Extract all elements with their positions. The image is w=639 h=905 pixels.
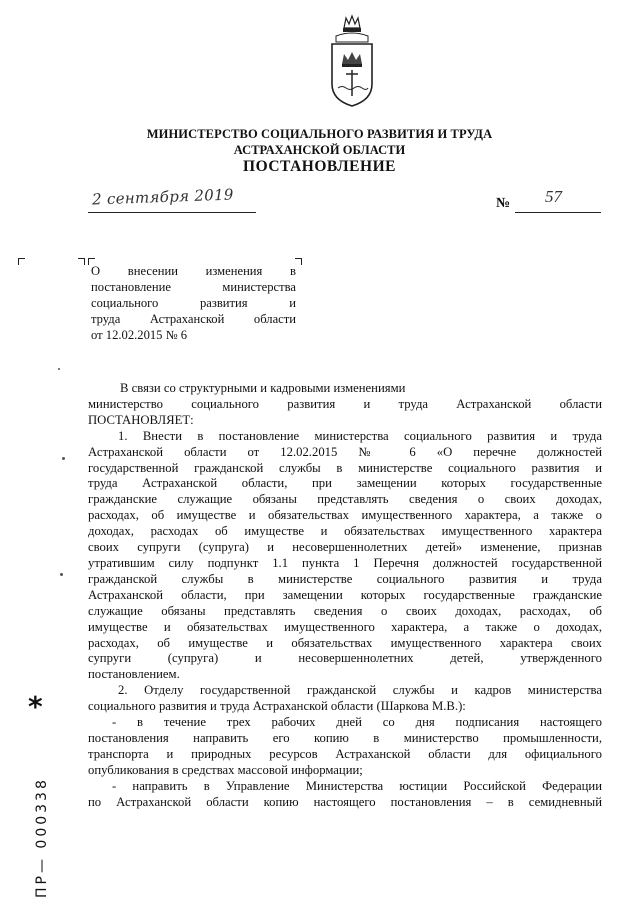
body-line: супруги (супруга) и несовершеннолетних детей, утвержденного xyxy=(88,651,602,666)
subject-line: О внесении изменения в xyxy=(91,264,296,278)
body-line: Астраханской области, при замещении которых государственные гражданские xyxy=(88,587,602,602)
body-line: опубликования в средствах массовой информации; xyxy=(88,762,363,777)
body-line: гражданской службы в министерстве социального развития и труда xyxy=(88,571,602,586)
body-line: В связи со структурными и кадровыми изменениями xyxy=(120,381,406,395)
body-line: утратившим силу подпункт 1.1 пункта 1 Перечня должностей государственной xyxy=(88,555,602,570)
registry-number-stamp xyxy=(26,748,56,898)
subject-line: социального развития и xyxy=(91,296,296,310)
registry-number-text: ПР— 000338 xyxy=(34,777,50,898)
body-line: транспорта и природных ресурсов Астраханской области для официального xyxy=(88,746,602,761)
body-line: государственной гражданской службы в министерстве социального развития и xyxy=(88,460,602,475)
bracket-corner-right xyxy=(78,258,85,265)
body-line: 1. Внести в постановление министерства социального развития и труда xyxy=(118,428,602,443)
body-line: - направить в Управление Министерства юстиции Российской Федерации xyxy=(112,778,602,793)
subject-line: от 12.02.2015 № 6 xyxy=(91,328,188,342)
body-line: труда Астраханской области, при замещении которых государственные xyxy=(88,476,602,491)
body-line: социального развития и труда Астраханской области (Шаркова М.В.): xyxy=(88,699,466,714)
subject-block xyxy=(91,263,296,343)
body-line: имуществе и обязательствах имущественного характера, а также о доходах, xyxy=(88,619,602,634)
body-line: служащие обязаны представлять сведения о своих доходах, расходах, об xyxy=(88,603,602,618)
bracket-corner-right xyxy=(295,258,302,265)
body-line: постановления направить его копию в министерство промышленности, xyxy=(88,730,602,745)
ministry-name-line2: АСТРАХАНСКОЙ ОБЛАСТИ xyxy=(233,143,406,157)
handwritten-number: 57 xyxy=(545,187,562,206)
bracket-corner-left xyxy=(18,258,25,265)
scan-speck xyxy=(62,457,65,460)
scan-speck xyxy=(60,573,63,576)
subject-line: постановление министерства xyxy=(91,280,296,294)
body-line: гражданские служащие обязаны представлять сведения о своих доходах, xyxy=(88,492,602,507)
ministry-name-line1: МИНИСТЕРСТВО СОЦИАЛЬНОГО РАЗВИТИЯ И ТРУДА xyxy=(146,127,493,141)
body-line: министерство социального развития и труда Астраханской области xyxy=(88,396,602,411)
body-text xyxy=(88,381,602,810)
body-line: доходах, расходах об имуществе и обязательствах имущественного характера xyxy=(88,524,602,539)
body-line: ПОСТАНОВЛЯЕТ: xyxy=(88,412,194,427)
body-line: постановлением. xyxy=(88,667,180,682)
body-line: расходах, об имуществе и обязательствах имущественного характера, а также о xyxy=(88,508,602,523)
body-line: по Астраханской области копию настоящего постановления – в семидневный xyxy=(88,794,602,809)
margin-asterisk: * xyxy=(28,690,43,723)
scan-speck xyxy=(58,368,60,370)
body-line: 2. Отделу государственной гражданской службы и кадров министерства xyxy=(118,683,602,698)
subject-line: труда Астраханской области xyxy=(91,312,296,326)
body-line: расходах, об имуществе и обязательствах имущественного характера своих xyxy=(88,635,602,650)
handwritten-date: 2 сентября 2019 xyxy=(91,185,235,209)
body-line: - в течение трех рабочих дней со дня подписания настоящего xyxy=(112,715,602,730)
coat-of-arms-icon xyxy=(326,14,378,110)
document-type-title: ПОСТАНОВЛЕНИЕ xyxy=(243,158,396,175)
body-line: Астраханской области от 12.02.2015 № 6 «О перечне должностей xyxy=(88,444,602,459)
number-label: № xyxy=(496,196,511,211)
body-line: своих супруги (супруга) и несовершеннолетних детей» изменение, признав xyxy=(88,540,602,555)
